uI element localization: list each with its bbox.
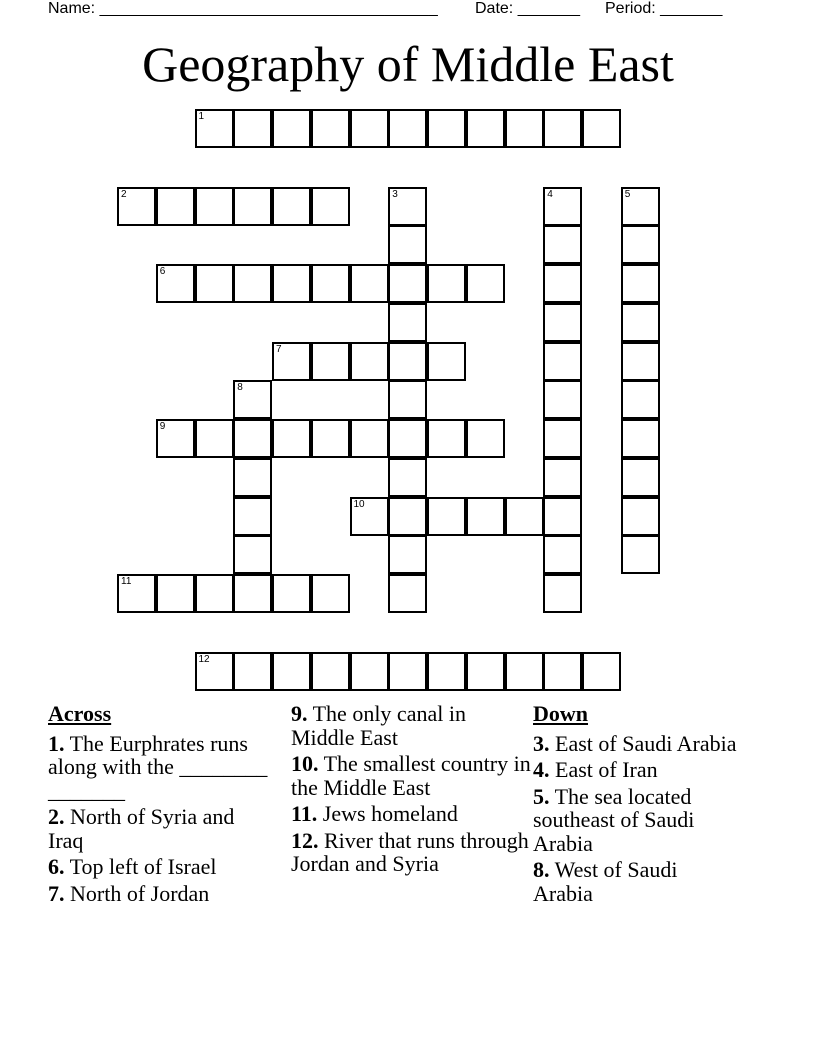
cell-number: 4 — [547, 188, 553, 200]
crossword-cell[interactable] — [543, 109, 582, 148]
crossword-cell[interactable] — [156, 187, 195, 226]
clue-number: 5. — [533, 783, 550, 809]
clue-across-7 — [48, 882, 273, 906]
crossword-cell[interactable] — [543, 574, 582, 613]
crossword-cell[interactable] — [388, 342, 427, 381]
crossword-cell[interactable] — [311, 264, 350, 303]
clue-number: 6. — [48, 854, 65, 879]
crossword-cell[interactable] — [350, 264, 389, 303]
cell-number: 2 — [121, 188, 127, 200]
crossword-cell[interactable] — [388, 187, 427, 226]
date-field-label[interactable]: Date: _______ — [475, 0, 580, 17]
crossword-cell[interactable] — [388, 264, 427, 303]
crossword-cell[interactable] — [156, 574, 195, 613]
crossword-cell[interactable] — [233, 652, 272, 691]
page-title: Geography of Middle East — [142, 36, 674, 92]
crossword-cell[interactable] — [621, 458, 660, 497]
crossword-cell[interactable] — [505, 652, 544, 691]
clue-number: 11. — [291, 801, 318, 826]
clue-down-8 — [533, 858, 738, 905]
crossword-cell[interactable] — [388, 225, 427, 264]
clue-number: 1. — [48, 730, 65, 756]
clue-text: The Eurphrates runs along with the ________ _______ — [48, 730, 268, 803]
period-field-label[interactable]: Period: _______ — [605, 0, 723, 17]
clue-text: The smallest country in the Middle East — [291, 751, 531, 800]
clue-number: 10. — [291, 751, 319, 776]
cell-number: 8 — [237, 382, 243, 394]
crossword-cell[interactable] — [156, 419, 195, 458]
clue-text: West of Saudi Arabia — [533, 857, 678, 906]
name-field-label[interactable]: Name: ______________________________________ — [48, 0, 438, 17]
crossword-cell[interactable] — [388, 652, 427, 691]
cell-number: 11 — [121, 576, 132, 587]
crossword-cell[interactable] — [466, 264, 505, 303]
cell-number: 7 — [276, 343, 282, 355]
crossword-cell[interactable] — [427, 342, 466, 381]
crossword-cell[interactable] — [388, 458, 427, 497]
crossword-cell[interactable] — [543, 535, 582, 574]
crossword-cell[interactable] — [195, 264, 234, 303]
cell-number: 10 — [353, 498, 365, 510]
across-heading: Across — [48, 701, 112, 726]
crossword-cell[interactable] — [466, 652, 505, 691]
clue-text: The sea located southeast of Saudi Arabia — [533, 783, 695, 856]
crossword-cell[interactable] — [543, 652, 582, 691]
clue-across-12 — [291, 829, 531, 876]
crossword-cell[interactable] — [233, 264, 272, 303]
crossword-cell[interactable] — [388, 380, 427, 419]
cell-number: 5 — [624, 188, 631, 200]
crossword-cell[interactable] — [388, 574, 427, 613]
crossword-cell[interactable] — [543, 380, 582, 419]
crossword-cell[interactable] — [233, 380, 272, 419]
crossword-cell[interactable] — [233, 187, 272, 226]
crossword-cell[interactable] — [427, 109, 466, 148]
crossword-cell[interactable] — [466, 109, 505, 148]
down-heading: Down — [533, 701, 589, 726]
down-clues — [533, 702, 738, 908]
cell-number: 1 — [198, 111, 205, 122]
clue-down-4 — [533, 758, 738, 782]
clue-down-5 — [533, 785, 738, 856]
crossword-cell[interactable] — [543, 497, 582, 536]
crossword-cell[interactable] — [272, 109, 311, 148]
clue-text: East of Iran — [555, 757, 658, 782]
cell-number: 9 — [159, 421, 166, 432]
crossword-cell[interactable] — [466, 419, 505, 458]
clue-across-6 — [48, 855, 273, 879]
clue-across-11 — [291, 802, 531, 826]
crossword-cell[interactable] — [195, 419, 234, 458]
clue-text: Jews homeland — [322, 801, 458, 826]
crossword-cell[interactable] — [621, 225, 660, 264]
clue-text: River that runs through Jordan and Syria — [291, 827, 529, 876]
crossword-cell[interactable] — [505, 497, 544, 536]
clue-text: Top left of Israel — [69, 854, 217, 879]
clue-across-2 — [48, 805, 273, 852]
cell-number: 6 — [159, 266, 166, 277]
clue-text: The only canal in Middle East — [291, 701, 466, 750]
crossword-cell[interactable] — [195, 574, 234, 613]
crossword-cell[interactable] — [543, 303, 582, 342]
clue-text: North of Jordan — [70, 880, 210, 906]
crossword-cell[interactable] — [543, 264, 582, 303]
crossword-cell[interactable] — [195, 187, 234, 226]
crossword-cell[interactable] — [117, 187, 156, 226]
cell-number: 12 — [198, 653, 210, 665]
crossword-cell[interactable] — [427, 264, 466, 303]
clue-number: 7. — [48, 880, 65, 906]
clue-number: 2. — [48, 804, 65, 829]
crossword-cell[interactable] — [388, 419, 427, 458]
crossword-cell[interactable] — [311, 109, 350, 148]
crossword-cell[interactable] — [311, 342, 350, 381]
clue-across-9 — [291, 702, 531, 749]
crossword-cell[interactable] — [156, 264, 195, 303]
crossword-cell[interactable] — [621, 342, 660, 381]
crossword-cell[interactable] — [350, 652, 389, 691]
crossword-cell[interactable] — [233, 458, 272, 497]
crossword-cell[interactable] — [543, 419, 582, 458]
crossword-cell[interactable] — [272, 187, 311, 226]
crossword-cell[interactable] — [621, 187, 660, 226]
crossword-cell[interactable] — [272, 342, 311, 381]
crossword-cell[interactable] — [272, 419, 311, 458]
crossword-cell[interactable] — [311, 652, 350, 691]
crossword-cell[interactable] — [272, 652, 311, 691]
crossword-cell[interactable] — [505, 109, 544, 148]
crossword-cell[interactable] — [427, 497, 466, 536]
cell-number: 3 — [392, 188, 398, 200]
crossword-cell[interactable] — [311, 574, 350, 613]
crossword-cell[interactable] — [233, 419, 272, 458]
clue-number: 12. — [291, 827, 319, 853]
crossword-cell[interactable] — [388, 109, 427, 148]
clue-down-3 — [533, 732, 738, 756]
clue-across-1 — [48, 732, 273, 803]
clue-number: 8. — [533, 857, 550, 882]
crossword-cell[interactable] — [582, 109, 621, 148]
crossword-cell[interactable] — [582, 652, 621, 691]
crossword-cell[interactable] — [350, 419, 389, 458]
crossword-cell[interactable] — [272, 264, 311, 303]
crossword-cell[interactable] — [350, 497, 389, 536]
clue-number: 4. — [533, 757, 550, 782]
crossword-cell[interactable] — [543, 342, 582, 381]
crossword-cell[interactable] — [388, 535, 427, 574]
clue-number: 9. — [291, 701, 308, 726]
crossword-cell[interactable] — [621, 497, 660, 536]
crossword-cell[interactable] — [543, 225, 582, 264]
crossword-cell[interactable] — [388, 497, 427, 536]
crossword-cell[interactable] — [311, 187, 350, 226]
crossword-cell[interactable] — [195, 652, 234, 691]
crossword-cell[interactable] — [388, 303, 427, 342]
crossword-cell[interactable] — [543, 458, 582, 497]
crossword-cell[interactable] — [195, 109, 234, 148]
crossword-cell[interactable] — [233, 535, 272, 574]
across-clues-col2 — [291, 702, 531, 879]
across-clues-col1 — [48, 702, 273, 908]
clue-text: East of Saudi Arabia — [555, 730, 737, 756]
crossword-cell[interactable] — [621, 419, 660, 458]
crossword-cell[interactable] — [427, 652, 466, 691]
crossword-cell[interactable] — [427, 419, 466, 458]
clue-number: 3. — [533, 730, 550, 756]
crossword-cell[interactable] — [272, 574, 311, 613]
crossword-cell[interactable] — [311, 419, 350, 458]
crossword-cell[interactable] — [466, 497, 505, 536]
crossword-cell[interactable] — [621, 303, 660, 342]
crossword-cell[interactable] — [233, 109, 272, 148]
crossword-cell[interactable] — [621, 535, 660, 574]
crossword-cell[interactable] — [621, 264, 660, 303]
clue-across-10 — [291, 752, 531, 799]
crossword-cell[interactable] — [117, 574, 156, 613]
crossword-cell[interactable] — [543, 187, 582, 226]
crossword-cell[interactable] — [233, 574, 272, 613]
crossword-cell[interactable] — [233, 497, 272, 536]
clue-text: North of Syria and Iraq — [48, 804, 235, 853]
crossword-cell[interactable] — [350, 342, 389, 381]
crossword-cell[interactable] — [621, 380, 660, 419]
crossword-cell[interactable] — [350, 109, 389, 148]
